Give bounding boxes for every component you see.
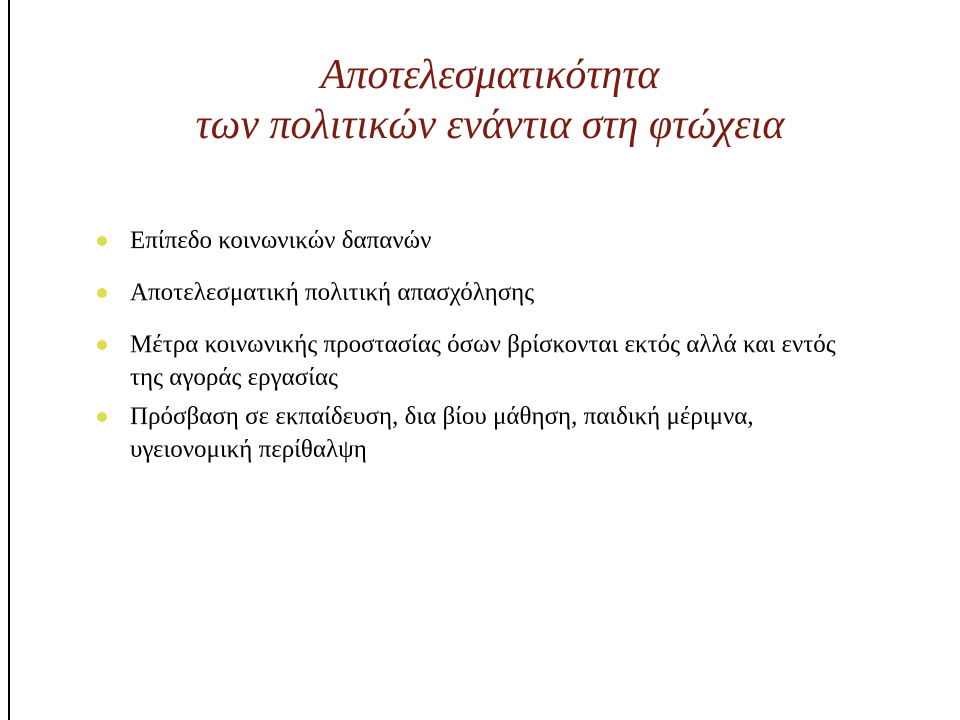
bullet-dot-icon: [97, 412, 107, 422]
bullet-dot-icon: [97, 288, 107, 298]
bullet-text: Πρόσβαση σε εκπαίδευση, δια βίου μάθηση, παιδική μέριμνα, υγειονομική περίθαλψη: [130, 403, 754, 463]
bullet-text: Αποτελεσματική πολιτική απασχόλησης: [130, 279, 535, 306]
bullet-dot-icon: [97, 236, 107, 246]
bullet-list: [97, 224, 837, 484]
slide-title: [40, 50, 940, 150]
bullet-item: [97, 276, 837, 309]
bullet-item: [97, 400, 837, 466]
bullet-item: [97, 328, 837, 394]
slide-title-line-1: Αποτελεσματικότητα: [320, 52, 660, 98]
bullet-dot-icon: [97, 340, 107, 350]
bullet-text: Μέτρα κοινωνικής προστασίας όσων βρίσκονται εκτός αλλά και εντός της αγοράς εργασίας: [130, 331, 836, 391]
bullet-item: [97, 224, 837, 257]
bullet-text: Επίπεδο κοινωνικών δαπανών: [130, 227, 432, 254]
slide-title-line-2: των πολιτικών ενάντια στη φτώχεια: [195, 102, 785, 148]
left-border-rule: [8, 0, 10, 720]
